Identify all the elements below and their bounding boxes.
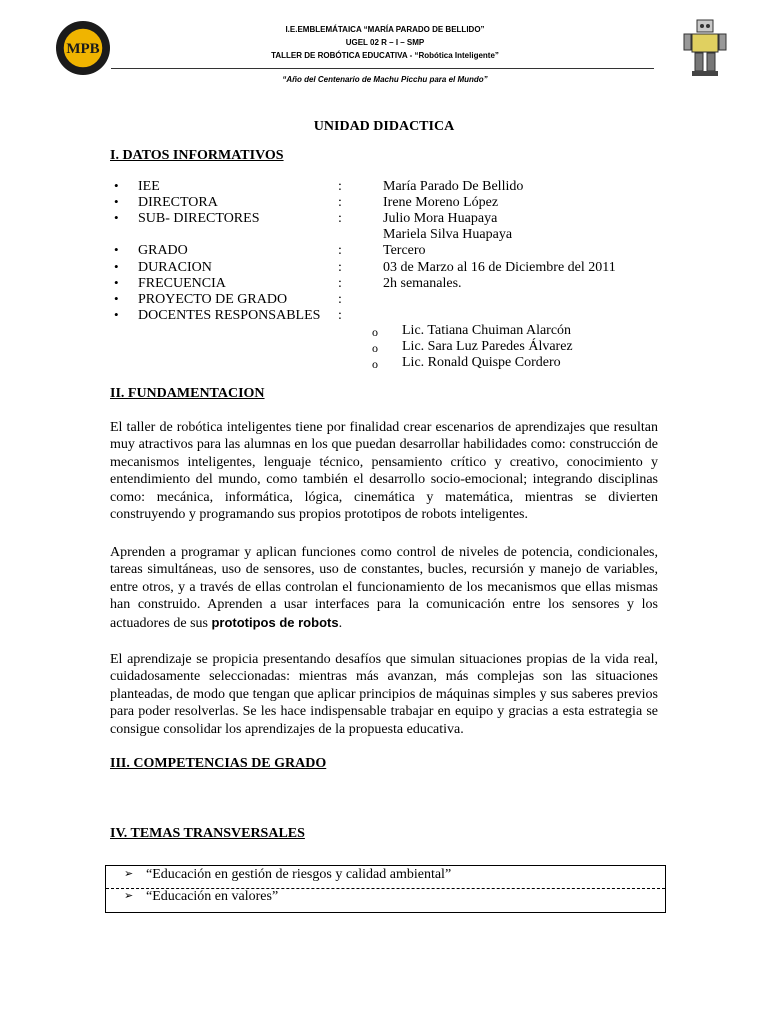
arrow-bullet-icon: ➢	[124, 890, 134, 902]
datos-row-docentes	[110, 308, 670, 324]
bullet-icon: •	[114, 194, 119, 209]
school-name: I.E.EMBLEMÁTAICA “MARÍA PARADO DE BELLIDO”	[285, 25, 485, 34]
datos-value: Tercero	[383, 243, 426, 258]
datos-value: 03 de Marzo al 16 de Diciembre del 2011	[383, 260, 616, 275]
arrow-bullet-icon: ➢	[124, 868, 134, 880]
datos-value: Mariela Silva Huapaya	[383, 227, 513, 242]
bullet-icon: •	[114, 259, 119, 274]
section-competencias: III. COMPETENCIAS DE GRADO	[110, 756, 327, 771]
section-fundamentacion: II. FUNDAMENTACION	[110, 386, 265, 401]
datos-row-iee	[110, 179, 670, 195]
datos-row-subdirectores	[110, 211, 670, 227]
bullet-icon: •	[114, 210, 119, 225]
datos-colon: :	[338, 211, 342, 226]
datos-colon: :	[338, 260, 342, 275]
bullet-icon: •	[114, 178, 119, 193]
datos-colon: :	[338, 179, 342, 194]
circle-bullet-icon: o	[372, 341, 378, 355]
ugel-line: UGEL 02 R – I – SMP	[345, 38, 425, 47]
circle-bullet-icon: o	[372, 325, 378, 339]
datos-colon: :	[338, 195, 342, 210]
temas-table	[105, 865, 666, 913]
datos-row-directora	[110, 195, 670, 211]
fundamentacion-paragraph-2	[110, 544, 658, 632]
docente-name: Lic. Ronald Quispe Cordero	[402, 355, 561, 370]
docente-name: Lic. Tatiana Chuiman Alarcón	[402, 323, 572, 338]
datos-colon: :	[338, 243, 342, 258]
datos-colon: :	[338, 308, 342, 323]
bullet-icon: •	[114, 307, 119, 322]
datos-value: 2h semanales.	[383, 276, 462, 291]
datos-label: SUB- DIRECTORES	[138, 211, 260, 226]
fundamentacion-paragraph-3: El aprendizaje se propicia presentando desafíos que simulan situaciones propias de la vida real, cuidadosamente seleccionadas: mientras más avanzan, más complejas son las situaciones planteadas, de modo que tengan que aplicar principios de máquinas simples y sus saberes previos para poder resolverlas. Se les hace indispensable trabajar en equipo y gracias a esta estrategia se consigue consolidar los aprendizajes de la propuesta educativa.	[110, 652, 658, 737]
tema-text: “Educación en gestión de riesgos y calidad ambiental”	[146, 867, 452, 882]
paragraph-text: Aprenden a programar y aplican funciones como control de niveles de potencia, condicionales, tareas simultáneas, uso de sensores, uso de constantes, bucles, recursión y manejo de variables, entre otros, y a través de ellas controlan el funcionamiento de los mecanismos que ellas mismas han construido. Aprenden a usar interfaces para la comunicación entre los sensores y los actuadores de sus	[110, 545, 658, 631]
datos-label: DOCENTES RESPONSABLES	[138, 308, 321, 323]
paragraph-end: .	[338, 615, 343, 631]
header-divider	[111, 68, 654, 69]
datos-label: PROYECTO DE GRADO	[138, 292, 288, 307]
datos-colon: :	[338, 276, 342, 291]
datos-label: GRADO	[138, 243, 188, 258]
datos-label: FRECUENCIA	[138, 276, 226, 291]
temas-row	[106, 866, 665, 888]
datos-value: María Parado De Bellido	[383, 179, 524, 194]
datos-label: IEE	[138, 179, 160, 194]
page-header	[0, 0, 768, 100]
robot-icon	[680, 16, 730, 78]
bullet-icon: •	[114, 291, 119, 306]
workshop-line: TALLER DE ROBÓTICA EDUCATIVA - “Robótica Inteligente”	[271, 51, 499, 60]
docente-name: Lic. Sara Luz Paredes Álvarez	[402, 339, 573, 354]
document-title: UNIDAD DIDACTICA	[313, 119, 455, 134]
year-motto: “Año del Centenario de Machu Picchu para el Mundo”	[282, 75, 488, 84]
school-logo	[55, 20, 111, 76]
fundamentacion-paragraph-1: El taller de robótica inteligentes tiene por finalidad crear escenarios de aprendizajes que resultan muy atractivos para las alumnas en los que puedan desarrollar habilidades como: construcción de mecanismos inteligentes, lenguaje técnico, pensamiento crítico y creativo, conocimiento y entendimiento del mundo, como también el desarrollo socio-emocional; integrando disciplinas como: mecánica, informática, lógica, cinemática y matemática, mientras se divierten construyendo y programando sus propios prototipos de robots inteligentes.	[110, 420, 658, 523]
bullet-icon: •	[114, 275, 119, 290]
datos-label: DURACION	[138, 260, 212, 275]
section-datos-informativos: I. DATOS INFORMATIVOS	[110, 148, 284, 163]
logo-text: MPB	[66, 41, 100, 57]
circle-bullet-icon: o	[372, 357, 378, 371]
datos-row-grado	[110, 243, 670, 259]
datos-row-subdirectores-2	[110, 227, 670, 243]
datos-row-frecuencia	[110, 276, 670, 292]
bullet-icon: •	[114, 242, 119, 257]
paragraph-bold-text: prototipos de robots	[211, 614, 339, 630]
datos-row-proyecto	[110, 292, 670, 308]
datos-value: Irene Moreno López	[383, 195, 499, 210]
datos-colon: :	[338, 292, 342, 307]
temas-row	[106, 888, 665, 910]
tema-text: “Educación en valores”	[146, 889, 279, 904]
datos-label: DIRECTORA	[138, 195, 218, 210]
datos-value: Julio Mora Huapaya	[383, 211, 498, 226]
datos-row-duracion	[110, 260, 670, 276]
section-temas-transversales: IV. TEMAS TRANSVERSALES	[110, 826, 305, 841]
